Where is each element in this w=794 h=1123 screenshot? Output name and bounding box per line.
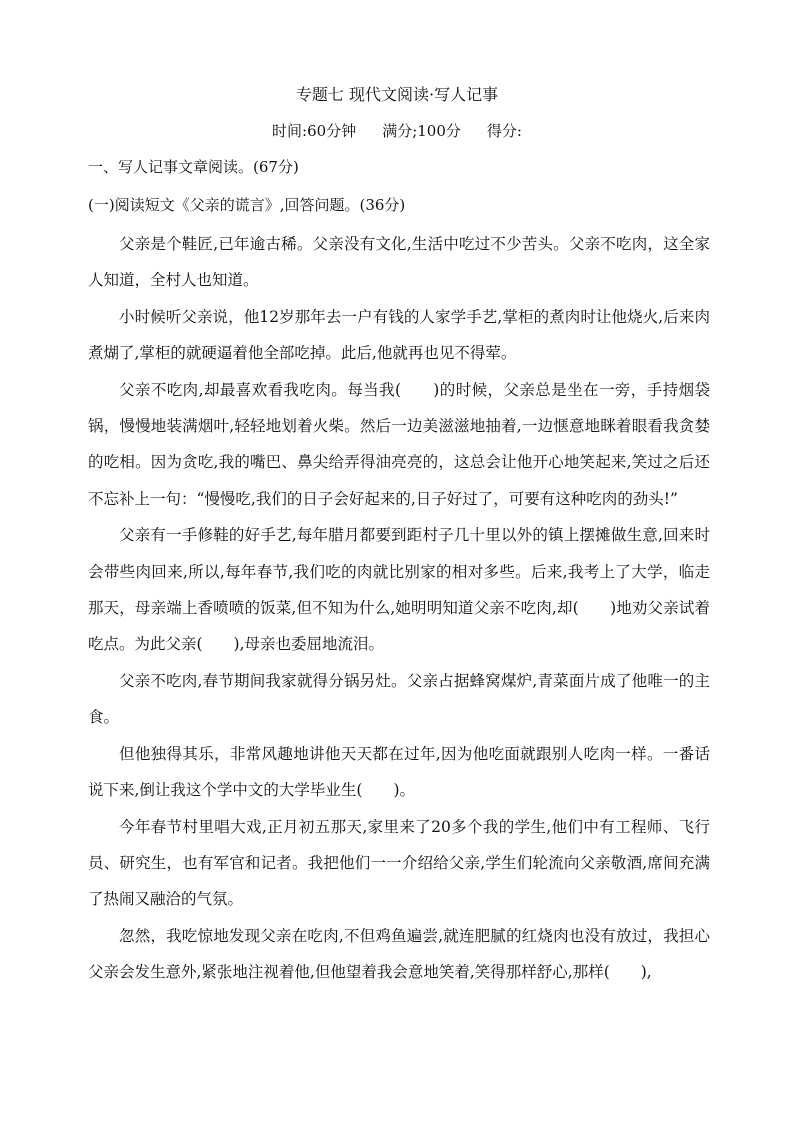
article-paragraph: 今年春节村里唱大戏,正月初五那天,家里来了20多个我的学生,他们中有工程师、飞行员、研究生，也有军官和记者。我把他们一一介绍给父亲,学生们轮流向父亲敬酒,席间充满了热闹又融洽的气氛。 [88,817,710,909]
exam-meta [0,120,794,142]
article-paragraph: 忽然，我吃惊地发现父亲在吃肉,不但鸡鱼遍尝,就连肥腻的红烧肉也没有放过，我担心父亲会发生意外,紧张地注视着他,但他望着我会意地笑着,笑得那样舒心,那样( ), [88,926,710,982]
subsection-heading: (一)阅读短文《父亲的谎言》,回答问题。(36分) [88,196,406,214]
section-heading: 一、写人记事文章阅读。(67分) [88,158,299,176]
article-paragraph: 但他独得其乐，非常风趣地讲他天天都在过年,因为他吃面就跟别人吃肉一样。一番话说下来,倒让我这个学中文的大学毕业生( )。 [88,744,710,800]
time-limit: 时间:60分钟 [272,122,357,140]
article-paragraph: 父亲不吃肉,却最喜欢看我吃肉。每当我( )的时候，父亲总是坐在一旁，手持烟袋锅，慢慢地装满烟叶,轻轻地划着火柴。然后一边美滋滋地抽着,一边惬意地眯着眼看我贪婪的吃相。因为贪吃,我的嘴巴、鼻尖给弄得油亮亮的，这总会让他开心地笑起来,笑过之后还不忘补上一句：“慢慢吃,我们的日子会好起来的,日子好过了，可要有这种吃肉的劲头!” [88,380,710,508]
article-body [88,226,710,991]
document-title: 专题七 现代文阅读·写人记事 [295,85,499,104]
article-paragraph: 父亲不吃肉,春节期间我家就得分锅另灶。父亲占据蜂窝煤炉,青菜面片成了他唯一的主食。 [88,671,710,727]
article-paragraph: 小时候听父亲说，他12岁那年去一户有钱的人家学手艺,掌柜的煮肉时让他烧火,后来肉煮煳了,掌柜的就硬逼着他全部吃掉。此后,他就再也见不得荤。 [88,307,710,363]
score-field: 得分: [486,122,522,140]
article-paragraph: 父亲是个鞋匠,已年逾古稀。父亲没有文化,生活中吃过不少苦头。父亲不吃肉，这全家人知道，全村人也知道。 [88,235,710,290]
full-score: 满分;100分 [382,122,461,140]
article-paragraph: 父亲有一手修鞋的好手艺,每年腊月都要到距村子几十里以外的镇上摆摊做生意,回来时会带些肉回来,所以,每年春节,我们吃的肉就比别家的相对多些。后来,我考上了大学，临走那天，母亲端上香喷喷的饭菜,但不知为什么,她明明知道父亲不吃肉,却( )地劝父亲试着吃点。为此父亲( ),母亲也委屈地流泪。 [88,526,710,654]
